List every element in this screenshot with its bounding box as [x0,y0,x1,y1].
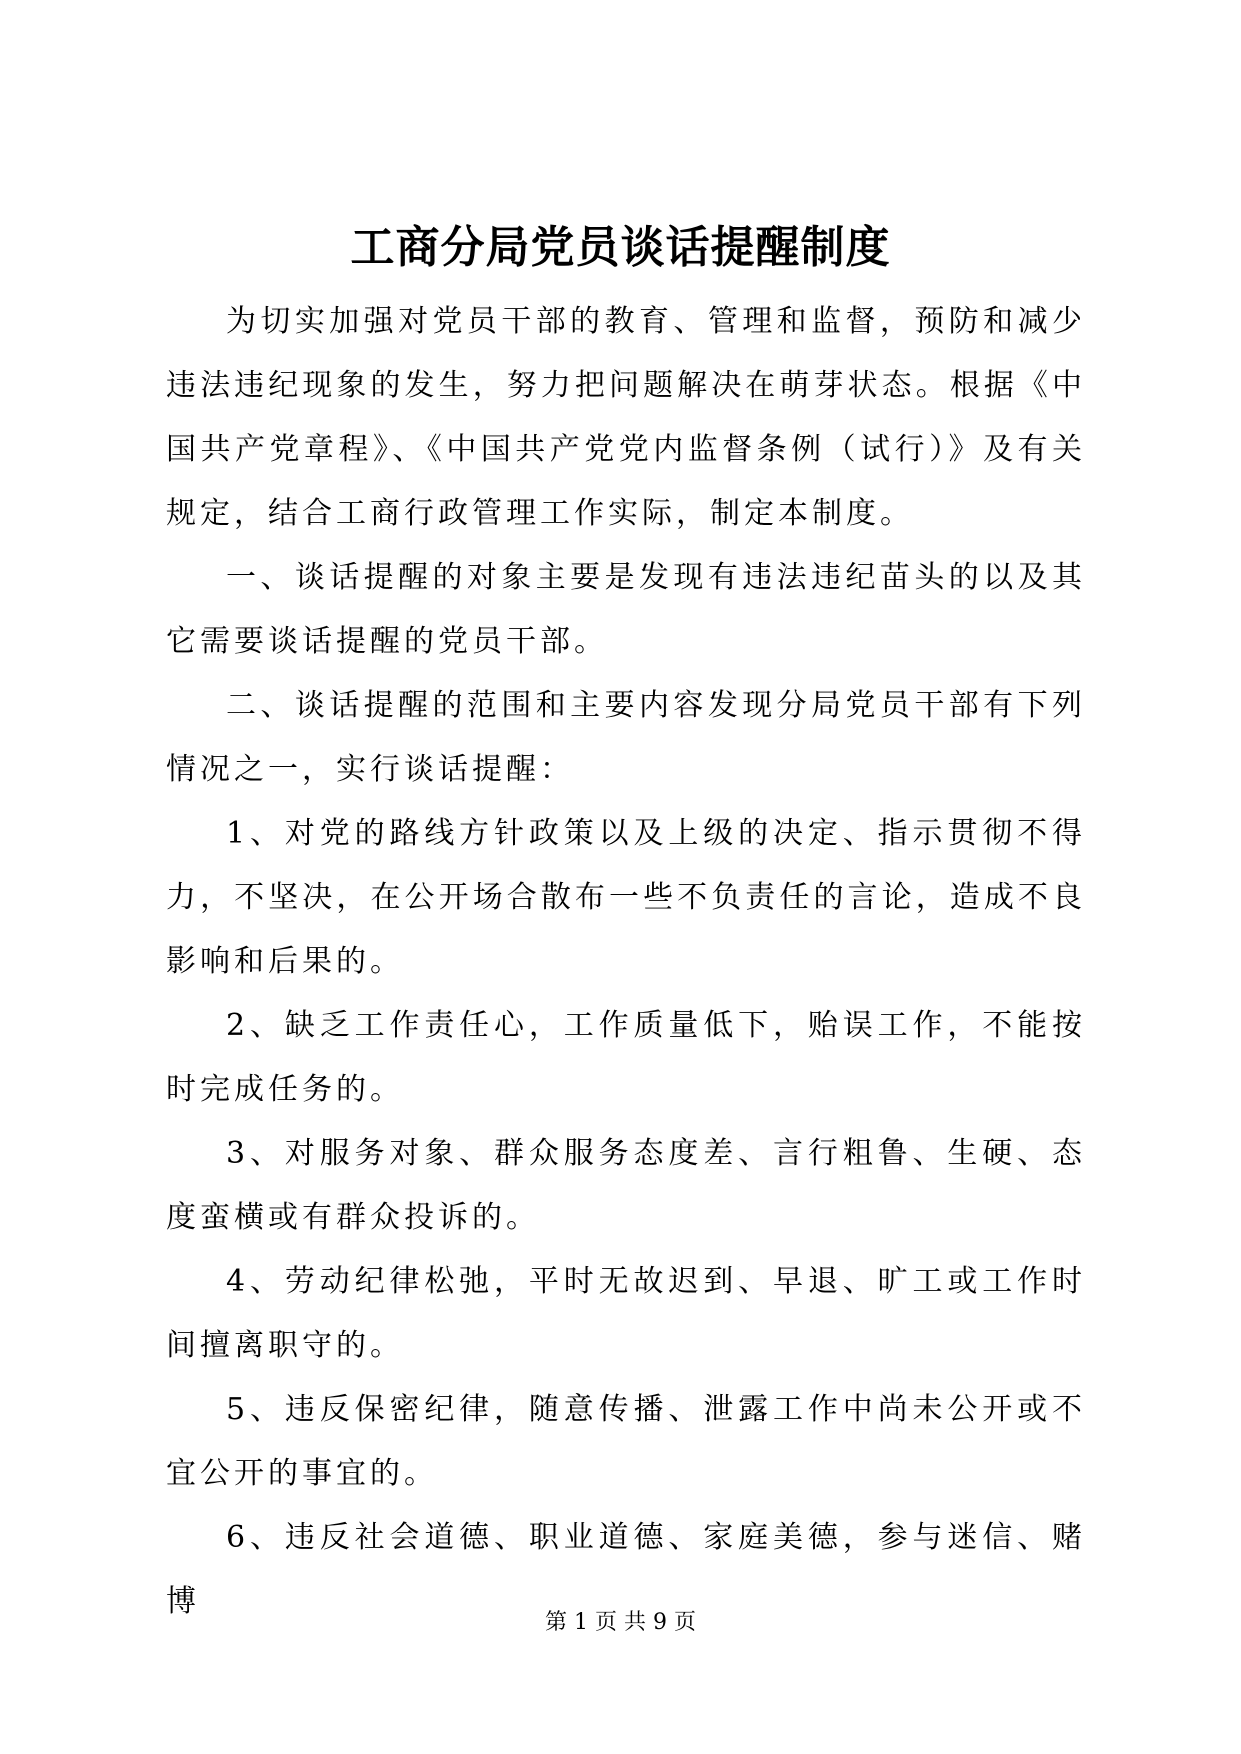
paragraph-item-5: 5、违反保密纪律，随意传播、泄露工作中尚未公开或不宜公开的事宜的。 [166,1392,1086,1491]
document-body [166,290,1086,1634]
paragraph-intro: 为切实加强对党员干部的教育、管理和监督，预防和减少违法违纪现象的发生，努力把问题解决在萌芽状态。根据《中国共产党章程》、《中国共产党党内监督条例（试行）》及有关规定，结合工商行政管理工作实际，制定本制度。 [166,304,1086,531]
paragraph-section-2: 二、谈话提醒的范围和主要内容发现分局党员干部有下列情况之一，实行谈话提醒： [166,688,1086,787]
paragraph-item-3: 3、对服务对象、群众服务态度差、言行粗鲁、生硬、态度蛮横或有群众投诉的。 [166,1136,1086,1235]
paragraph-item-2: 2、缺乏工作责任心，工作质量低下，贻误工作，不能按时完成任务的。 [166,1008,1086,1107]
paragraph-item-1: 1、对党的路线方针政策以及上级的决定、指示贯彻不得力，不坚决，在公开场合散布一些不负责任的言论，造成不良影响和后果的。 [166,816,1086,979]
page-footer: 第 1 页 共 9 页 [545,1610,696,1635]
paragraph-item-4: 4、劳动纪律松弛，平时无故迟到、早退、旷工或工作时间擅离职守的。 [166,1264,1086,1363]
paragraph-section-1: 一、谈话提醒的对象主要是发现有违法违纪苗头的以及其它需要谈话提醒的党员干部。 [166,560,1086,659]
paragraph-item-6: 6、违反社会道德、职业道德、家庭美德，参与迷信、赌博 [166,1520,1086,1619]
document-title: 工商分局党员谈话提醒制度 [350,222,891,273]
